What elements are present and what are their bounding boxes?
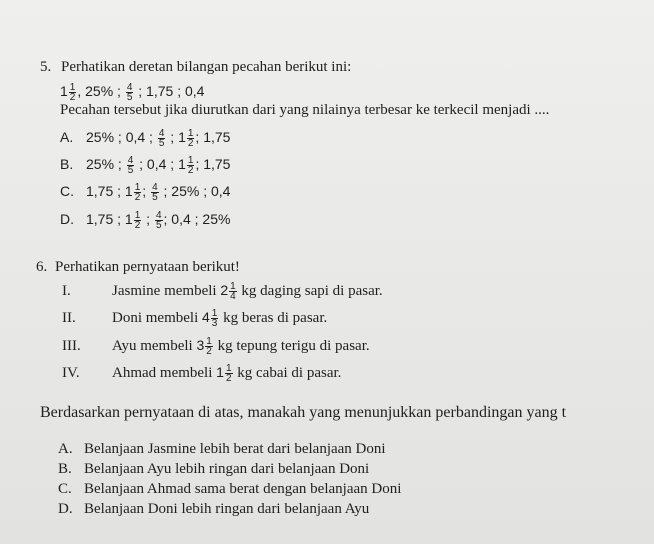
q5-option-a-mixed-den: 2 <box>187 137 194 149</box>
q5-option-a-t2: ; <box>166 129 179 145</box>
q6-statement-1-frac <box>229 282 237 301</box>
q5-number: 5. <box>40 59 52 75</box>
q6-statement-1-post: kg daging sapi di pasar. <box>237 283 383 299</box>
q6-statement-2-frac <box>211 309 219 328</box>
q6-statement-3-den: 2 <box>206 346 212 358</box>
q6-statement-4-den: 2 <box>225 373 232 385</box>
q5-option-c-mixed-num: 1 <box>134 181 141 193</box>
q5-option-a-frac-den: 5 <box>158 137 165 149</box>
q6-statement-1-num: 1 <box>230 281 236 293</box>
q5-series-mixed-frac <box>69 83 77 102</box>
q6-option-d-text: Belanjaan Doni lebih ringan dari belanjaan Ayu <box>84 501 370 517</box>
q5-option-c-frac-num: 4 <box>152 181 158 193</box>
q5-option-b-t3: ; 1,75 <box>195 156 231 172</box>
q6-statement-1-whole: 2 <box>220 282 229 298</box>
q5-option-a-frac-num: 4 <box>158 127 165 139</box>
q5-option-a-mixed-frac <box>187 129 195 148</box>
q5-option-c <box>60 182 230 202</box>
q5-option-b-letter: B. <box>60 156 74 172</box>
q6-statement-2-post: kg beras di pasar. <box>219 310 328 326</box>
q5-option-b-frac <box>127 156 135 175</box>
q5-option-b-mixed-frac <box>187 156 195 175</box>
q5-option-d-mixed-num: 1 <box>134 209 141 221</box>
q5-option-c-t1: 1,75 ; <box>86 183 125 199</box>
q6-statement-1-den: 4 <box>230 291 236 303</box>
q5-option-d-mixed-frac <box>134 211 142 230</box>
q6-option-c-text: Belanjaan Ahmad sama berat dengan belanjaan Doni <box>84 481 402 497</box>
q6-statement-4-roman: IV. <box>62 365 80 381</box>
q6-statement-4-whole: 1 <box>216 364 224 380</box>
q6-option-a-letter: A. <box>58 441 73 457</box>
q6-statement-3-roman: III. <box>62 338 81 354</box>
q5-option-b <box>60 155 230 175</box>
q5-prompt: Perhatikan deretan bilangan pecahan berikut ini: <box>61 59 352 75</box>
q5-option-d <box>60 210 230 230</box>
q5-series-mixed-den: 2 <box>69 91 76 103</box>
q5-option-c-mixed-frac <box>134 183 142 202</box>
q5-option-a <box>60 128 230 148</box>
q5-option-d-mixed-whole: 1 <box>124 211 133 227</box>
q5-option-d-letter: D. <box>60 211 74 227</box>
q6-option-c <box>58 480 401 498</box>
q5-option-b-mixed-den: 2 <box>187 164 194 176</box>
q6-statement-3-whole: 3 <box>196 337 205 353</box>
q6-statement-1 <box>62 281 383 301</box>
q5-option-a-t3: ; 1,75 <box>195 129 231 145</box>
q6-prompt: Perhatikan pernyataan berikut! <box>55 259 240 275</box>
q5-option-d-t3: ; 0,4 ; 25% <box>163 211 231 227</box>
q6-statement-3-post: kg tepung terigu di pasar. <box>213 338 370 354</box>
q5-option-d-mixed-den: 2 <box>134 219 141 231</box>
q5-option-b-t1: 25% ; <box>86 156 126 172</box>
q6-number: 6. <box>36 259 48 275</box>
q5-series <box>60 82 204 102</box>
q5-option-b-mixed-num: 1 <box>187 154 194 166</box>
q5-question: Pecahan tersebut jika diurutkan dari yang nilainya terbesar ke terkecil menjadi .... <box>60 102 550 118</box>
q6-option-a <box>58 440 386 458</box>
q6-option-a-text: Belanjaan Jasmine lebih berat dari belanjaan Doni <box>84 441 386 457</box>
q5-option-d-frac <box>155 211 163 230</box>
q5-series-frac <box>126 83 134 102</box>
q5-option-d-frac-num: 4 <box>155 209 162 221</box>
q6-option-d-letter: D. <box>58 501 73 517</box>
q5-option-c-mixed-whole: 1 <box>124 183 133 199</box>
q6-statement-1-pre: Jasmine membeli <box>112 283 221 299</box>
q6-option-b-letter: B. <box>58 461 72 477</box>
q6-statement-3-frac <box>205 337 213 356</box>
q5-series-mixed-whole: 1 <box>60 83 68 99</box>
q5-option-c-letter: C. <box>60 183 74 199</box>
q5-series-p1: , 25% ; <box>77 83 125 99</box>
q5-option-d-t2: ; <box>142 211 154 227</box>
q6-statement-1-roman: I. <box>62 283 71 299</box>
q6-option-d <box>58 500 369 518</box>
q5-option-d-frac-den: 5 <box>155 219 162 231</box>
q5-option-a-frac <box>158 129 166 148</box>
q5-series-mixed-num: 1 <box>69 81 76 93</box>
q5-option-d-t1: 1,75 ; <box>86 211 125 227</box>
q5-option-b-mixed-whole: 1 <box>178 156 186 172</box>
q5-option-a-t1: 25% ; 0,4 ; <box>86 129 157 145</box>
q6-option-c-letter: C. <box>58 481 72 497</box>
q5-series-frac-num: 4 <box>126 81 133 93</box>
q6-statement-4 <box>62 363 341 383</box>
q5-prompt-line <box>40 58 351 76</box>
q6-statement-3-num: 1 <box>206 336 212 348</box>
q6-statement-2-whole: 4 <box>202 309 210 325</box>
q6-option-b-text: Belanjaan Ayu lebih ringan dari belanjaan Doni <box>84 461 370 477</box>
q5-option-c-frac <box>151 183 159 202</box>
q5-option-b-t2: ; 0,4 ; <box>135 156 179 172</box>
q6-statement-2 <box>62 308 327 328</box>
q6-statement-2-num: 1 <box>211 308 218 320</box>
q6-statement-3-pre: Ayu membeli <box>112 338 197 354</box>
q5-series-p2: ; 1,75 ; 0,4 <box>134 83 205 99</box>
q5-option-b-frac-num: 4 <box>127 154 134 166</box>
q6-statement-3 <box>62 336 370 356</box>
q5-option-c-frac-den: 5 <box>152 191 158 203</box>
q6-statement-4-num: 1 <box>225 363 232 375</box>
q6-option-b <box>58 460 369 478</box>
q6-question: Berdasarkan pernyataan di atas, manakah yang menunjukkan perbandingan yang t <box>40 404 567 421</box>
q5-option-c-t3: ; 25% ; 0,4 <box>159 183 231 199</box>
q5-series-frac-den: 5 <box>126 91 133 103</box>
q6-statement-2-den: 3 <box>211 318 218 330</box>
q5-option-a-mixed-num: 1 <box>187 127 194 139</box>
q6-statement-4-frac <box>225 364 233 383</box>
q5-option-a-mixed-whole: 1 <box>178 129 186 145</box>
q5-option-a-letter: A. <box>60 129 74 145</box>
q6-statement-4-pre: Ahmad membeli <box>112 365 217 381</box>
q5-option-b-frac-den: 5 <box>127 164 134 176</box>
q5-option-c-t2: ; <box>142 183 151 199</box>
q6-prompt-line <box>36 258 240 276</box>
q5-option-c-mixed-den: 2 <box>134 191 141 203</box>
q6-statement-2-roman: II. <box>62 310 76 326</box>
q6-statement-4-post: kg cabai di pasar. <box>233 365 342 381</box>
q6-statement-2-pre: Doni membeli <box>112 310 202 326</box>
